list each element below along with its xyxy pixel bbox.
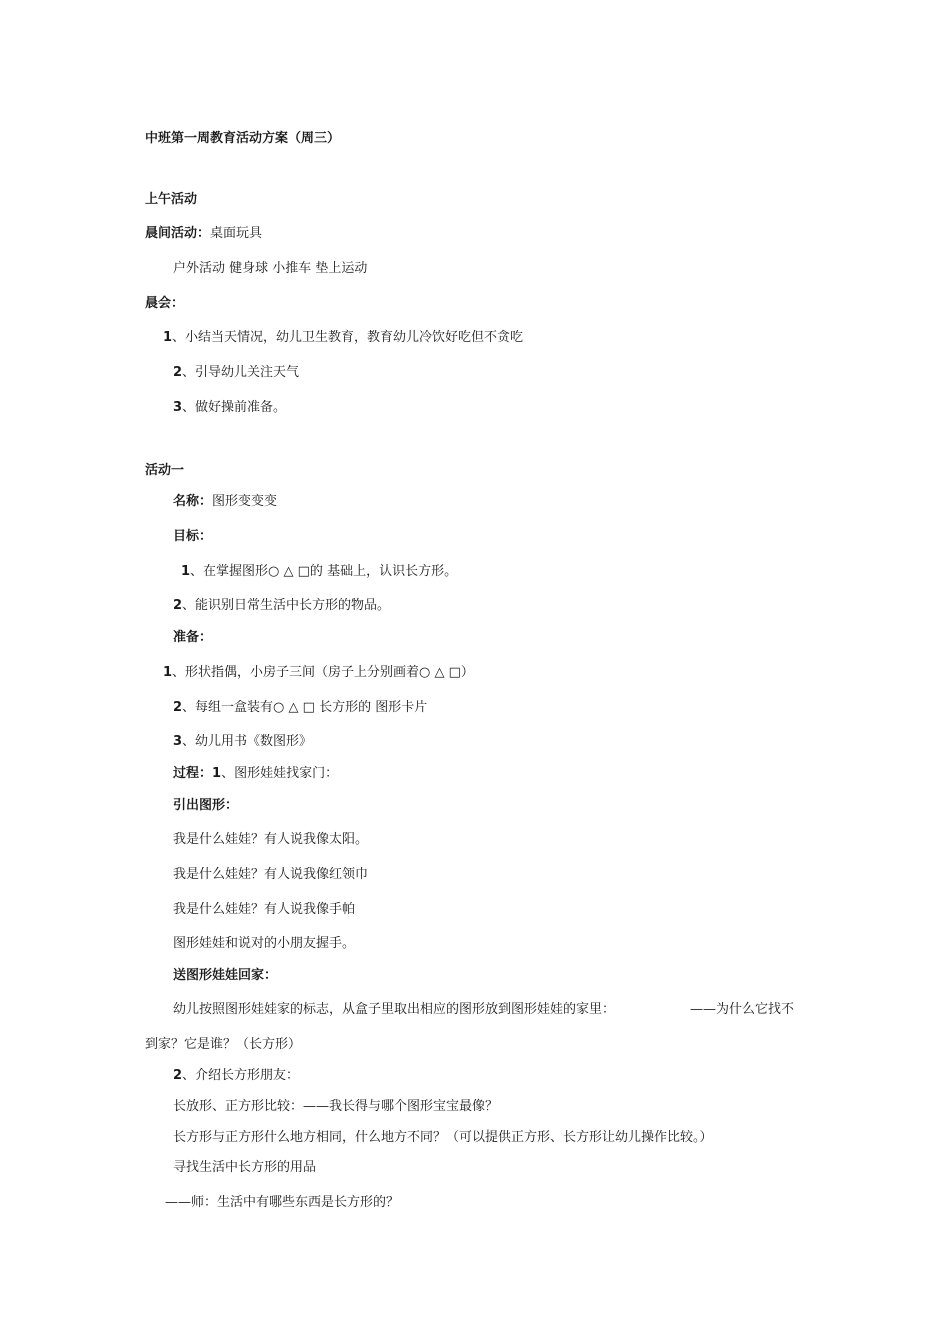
list-number: 1 [212, 766, 222, 781]
list-number: 3 [173, 734, 183, 749]
free-time-value: 桌面玩具 [210, 226, 263, 241]
goal-label: 目标： [173, 529, 213, 544]
send-line-tail: ——为什么它找不 [690, 1002, 795, 1017]
prep-item [163, 664, 474, 682]
teacher-line: ——师：生活中有哪些东西是长方形的？ [165, 1195, 400, 1210]
prep-item [173, 699, 427, 717]
send-line: 幼儿按照图形娃娃家的标志，从盒子里取出相应的图形放到图形娃娃的家里： [173, 1002, 616, 1017]
intro-line: 图形娃娃和说对的小朋友握手。 [173, 936, 356, 951]
intro-line: 我是什么娃娃？有人说我像太阳。 [173, 832, 369, 847]
list-text: 、在掌握图形○ △ □的 基础上，认识长方形。 [190, 564, 458, 579]
prep-item [173, 733, 312, 751]
list-number: 2 [173, 700, 183, 715]
page-title: 中班第一周教育活动方案（周三） [145, 131, 341, 146]
process-label: 过程： [173, 766, 213, 781]
list-number: 2 [173, 598, 183, 613]
outdoor-line: 户外活动 健身球 小推车 垫上运动 [173, 261, 368, 276]
list-number: 1 [163, 665, 173, 680]
morning-heading: 上午活动 [145, 192, 198, 207]
name-label: 名称： [173, 494, 213, 509]
list-text: 、形状指偶，小房子三间（房子上分别画着○ △ □） [172, 665, 474, 680]
free-time-label: 晨间活动： [145, 226, 211, 241]
list-number: 2 [173, 1068, 183, 1083]
send-label: 送图形娃娃回家： [173, 968, 278, 983]
list-number: 3 [173, 400, 183, 415]
process-step-text: 、图形娃娃找家门： [221, 766, 339, 781]
step2-line [173, 1067, 299, 1085]
compare-line: 长方形与正方形什么地方相同，什么地方不同？（可以提供正方形、长方形让幼儿操作比较。） [173, 1130, 713, 1145]
meeting-label: 晨会： [145, 296, 185, 311]
intro-line: 我是什么娃娃？有人说我像手帕 [173, 902, 356, 917]
list-text: 、引导幼儿关注天气 [182, 365, 300, 380]
step2-text: 、介绍长方形朋友： [182, 1068, 300, 1083]
compare-line: 长放形、正方形比较：——我长得与哪个图形宝宝最像？ [173, 1099, 499, 1114]
find-line: 寻找生活中长方形的用品 [173, 1160, 317, 1175]
list-text: 、每组一盒装有○ △ □ 长方形的 图形卡片 [182, 700, 428, 715]
goal-item [181, 563, 457, 581]
free-time-line [145, 225, 262, 243]
activity1-heading: 活动一 [145, 463, 185, 478]
intro-line: 我是什么娃娃？有人说我像红领巾 [173, 867, 369, 882]
name-value: 图形变变变 [212, 494, 278, 509]
list-text: 、幼儿用书《数图形》 [182, 734, 313, 749]
list-number: 1 [163, 330, 173, 345]
meeting-item [173, 399, 286, 417]
meeting-item [163, 329, 523, 347]
list-text: 、能识别日常生活中长方形的物品。 [182, 598, 391, 613]
goal-item [173, 597, 390, 615]
list-number: 2 [173, 365, 183, 380]
meeting-item [173, 364, 299, 382]
process-line [173, 765, 338, 783]
send-line-continued: 到家？它是谁？（长方形） [145, 1037, 302, 1052]
prep-label: 准备： [173, 630, 213, 645]
intro-label: 引出图形： [173, 798, 239, 813]
list-number: 1 [181, 564, 191, 579]
name-line [173, 493, 277, 511]
list-text: 、做好操前准备。 [182, 400, 287, 415]
list-text: 、小结当天情况，幼儿卫生教育，教育幼儿冷饮好吃但不贪吃 [172, 330, 524, 345]
